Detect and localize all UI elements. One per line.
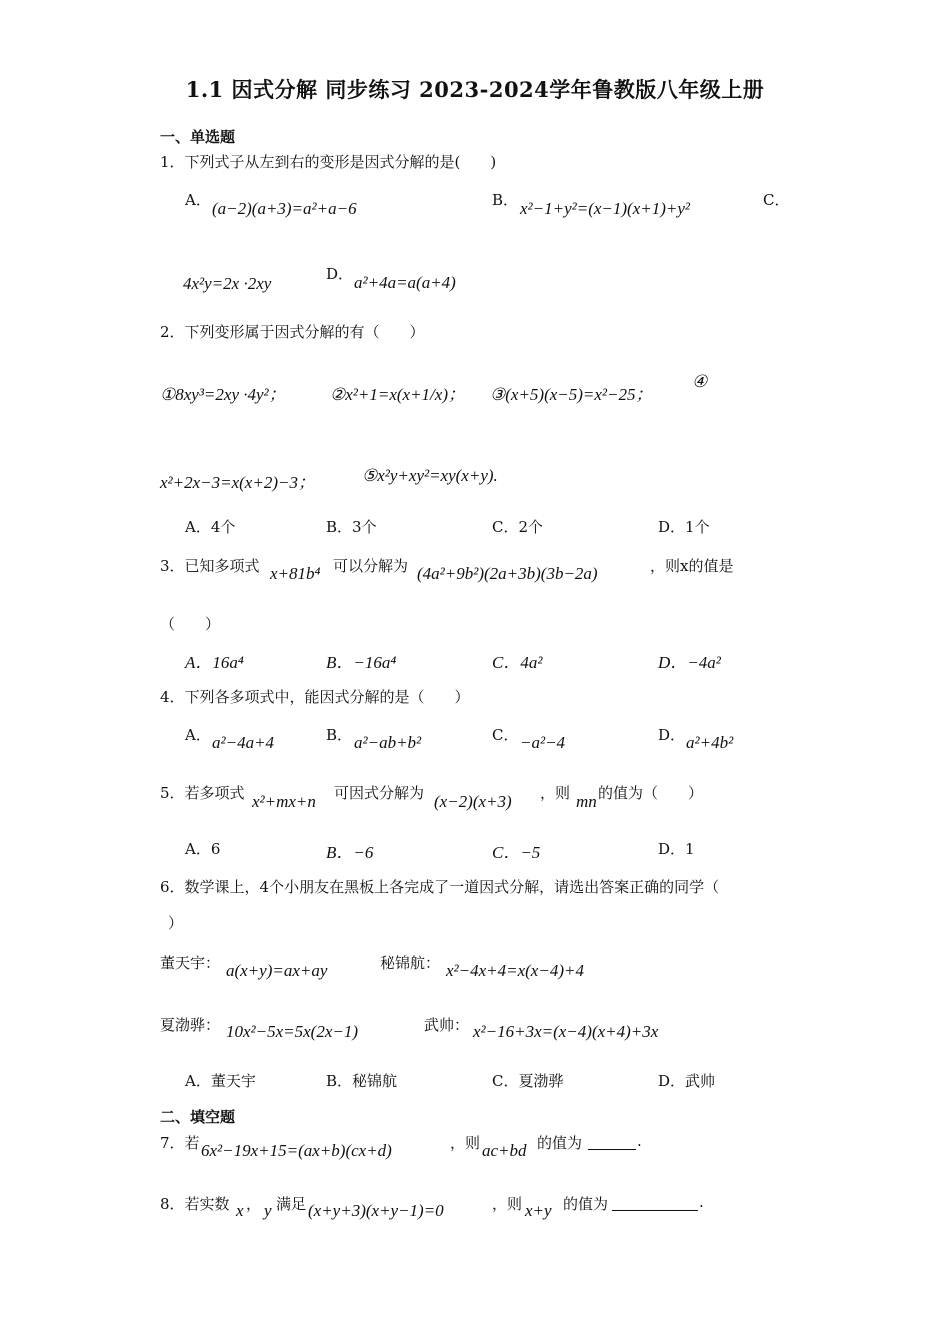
question-3-stem-a: 3．已知多项式 xyxy=(160,557,260,575)
q2-item-4-marker: ④ xyxy=(692,372,708,391)
section-heading-single-choice: 一、单选题 xyxy=(160,128,236,146)
q3-option-c: C．4a² xyxy=(492,653,543,672)
q6-option-a: A．董天宇 xyxy=(185,1072,256,1090)
q3-expr-2: (4a²+9b²)(2a+3b)(3b−2a) xyxy=(417,564,598,583)
q1-option-d-label: D． xyxy=(326,265,354,283)
q7-answer-blank[interactable] xyxy=(588,1149,636,1150)
question-8-stem-a: 8．若实数 xyxy=(160,1195,230,1213)
question-3-stem-b: 可以分解为 xyxy=(333,557,409,575)
q5-option-b: B．−6 xyxy=(326,843,374,862)
question-5-stem-b: 可因式分解为 xyxy=(334,784,425,802)
q2-item-4-expr: x²+2x−3=x(x+2)−3； xyxy=(160,473,315,492)
q2-item-5: ⑤x²y+xy²=xy(x+y). xyxy=(362,466,498,485)
q4-option-c-label: C． xyxy=(492,726,519,744)
question-5-stem-a: 5．若多项式 xyxy=(160,784,245,802)
q8-answer-blank[interactable] xyxy=(612,1210,698,1211)
q8-end-period: . xyxy=(699,1193,704,1211)
q6-option-d: D．武帅 xyxy=(658,1072,716,1090)
q7-expr-2: ac+bd xyxy=(482,1141,527,1160)
q6-option-b: B．秘锦航 xyxy=(326,1072,398,1090)
q6-student-4-name: 武帅： xyxy=(424,1016,470,1034)
question-8-stem-b: 满足 xyxy=(276,1195,307,1213)
q6-student-1-name: 董天宇： xyxy=(160,954,221,972)
q1-option-b-label: B． xyxy=(492,191,519,209)
question-2-stem: 2．下列变形属于因式分解的有（ ） xyxy=(160,323,425,341)
q4-option-b-expr: a²−ab+b² xyxy=(354,733,422,752)
q3-expr-1: x+81b⁴ xyxy=(270,564,321,583)
q6-student-2-name: 秘锦航： xyxy=(380,954,441,972)
question-1-stem: 1．下列式子从左到右的变形是因式分解的是( ) xyxy=(160,153,497,171)
q6-student-3-name: 夏渤骅： xyxy=(160,1016,221,1034)
q1-option-c-expr: 4x²y=2x ·2xy xyxy=(183,274,272,293)
q6-student-3-expr: 10x²−5x=5x(2x−1) xyxy=(226,1022,359,1041)
q2-option-c: C．2个 xyxy=(492,518,544,536)
q8-expr-x: x xyxy=(236,1201,244,1220)
question-4-stem: 4．下列各多项式中，能因式分解的是（ ） xyxy=(160,688,470,706)
q2-item-1: ①8xy³=2xy ·4y²； xyxy=(160,385,286,404)
question-3-stem-c: ，则x的值是 xyxy=(650,557,734,575)
question-5-stem-c: ，则 xyxy=(540,784,571,802)
question-5-stem-d: 的值为（ ） xyxy=(598,784,704,802)
q2-item-3: ③(x+5)(x−5)=x²−25； xyxy=(490,385,653,404)
q2-option-a: A．4个 xyxy=(185,518,236,536)
q4-option-b-label: B． xyxy=(326,726,353,744)
q5-option-a: A．6 xyxy=(185,840,221,858)
q5-expr-2: (x−2)(x+3) xyxy=(434,792,512,811)
q2-option-b: B．3个 xyxy=(326,518,377,536)
q7-expr-1: 6x²−19x+15=(ax+b)(cx+d) xyxy=(201,1141,392,1160)
q5-expr-3: mn xyxy=(576,792,597,811)
q4-option-a-label: A． xyxy=(185,726,211,744)
q1-option-b-expr: x²−1+y²=(x−1)(x+1)+y² xyxy=(520,199,690,218)
q1-option-a-label: A． xyxy=(185,191,211,209)
q5-option-c: C．−5 xyxy=(492,843,541,862)
q5-expr-1: x²+mx+n xyxy=(252,792,316,811)
q1-option-d-expr: a²+4a=a(a+4) xyxy=(354,273,456,292)
q3-option-d: D．−4a² xyxy=(658,653,721,672)
q2-item-2: ②x²+1=x(x+1/x)； xyxy=(330,385,465,404)
q6-option-c: C．夏渤骅 xyxy=(492,1072,564,1090)
q8-separator: ， xyxy=(246,1195,262,1213)
q6-student-2-expr: x²−4x+4=x(x−4)+4 xyxy=(446,961,584,980)
q4-option-d-expr: a²+4b² xyxy=(686,733,734,752)
q1-option-a-expr: (a−2)(a+3)=a²+a−6 xyxy=(212,199,357,218)
q5-option-d: D．1 xyxy=(658,840,695,858)
question-8-stem-c: ，则 xyxy=(492,1195,523,1213)
question-7-stem-c: 的值为 xyxy=(537,1134,583,1152)
question-6-stem: 6．数学课上，4个小朋友在黑板上各完成了一道因式分解，请选出答案正确的同学（ xyxy=(160,878,720,896)
q8-expr-sum: x+y xyxy=(525,1201,552,1220)
q3-option-b: B．−16a⁴ xyxy=(326,653,397,672)
page-title: 1.1 因式分解 同步练习 2023-2024学年鲁教版八年级上册 xyxy=(185,77,765,102)
question-7-stem-a: 7．若 xyxy=(160,1134,200,1152)
q7-end-period: . xyxy=(637,1132,642,1150)
q3-option-a: A．16a⁴ xyxy=(185,653,244,672)
q8-expr-y: y xyxy=(264,1201,272,1220)
question-6-stem-close: ） xyxy=(168,914,184,932)
section-heading-fill-blank: 二、填空题 xyxy=(160,1108,236,1126)
q4-option-a-expr: a²−4a+4 xyxy=(212,733,275,752)
q3-answer-paren: （ ） xyxy=(160,615,221,633)
q6-student-4-expr: x²−16+3x=(x−4)(x+4)+3x xyxy=(473,1022,659,1041)
q2-option-d: D．1个 xyxy=(658,518,710,536)
question-8-stem-d: 的值为 xyxy=(563,1195,609,1213)
q6-student-1-expr: a(x+y)=ax+ay xyxy=(226,961,328,980)
q1-option-c-label: C． xyxy=(763,191,790,209)
q8-expr-equation: (x+y+3)(x+y−1)=0 xyxy=(308,1201,444,1220)
q4-option-d-label: D． xyxy=(658,726,686,744)
question-7-stem-b: ，则 xyxy=(450,1134,481,1152)
q4-option-c-expr: −a²−4 xyxy=(520,733,566,752)
